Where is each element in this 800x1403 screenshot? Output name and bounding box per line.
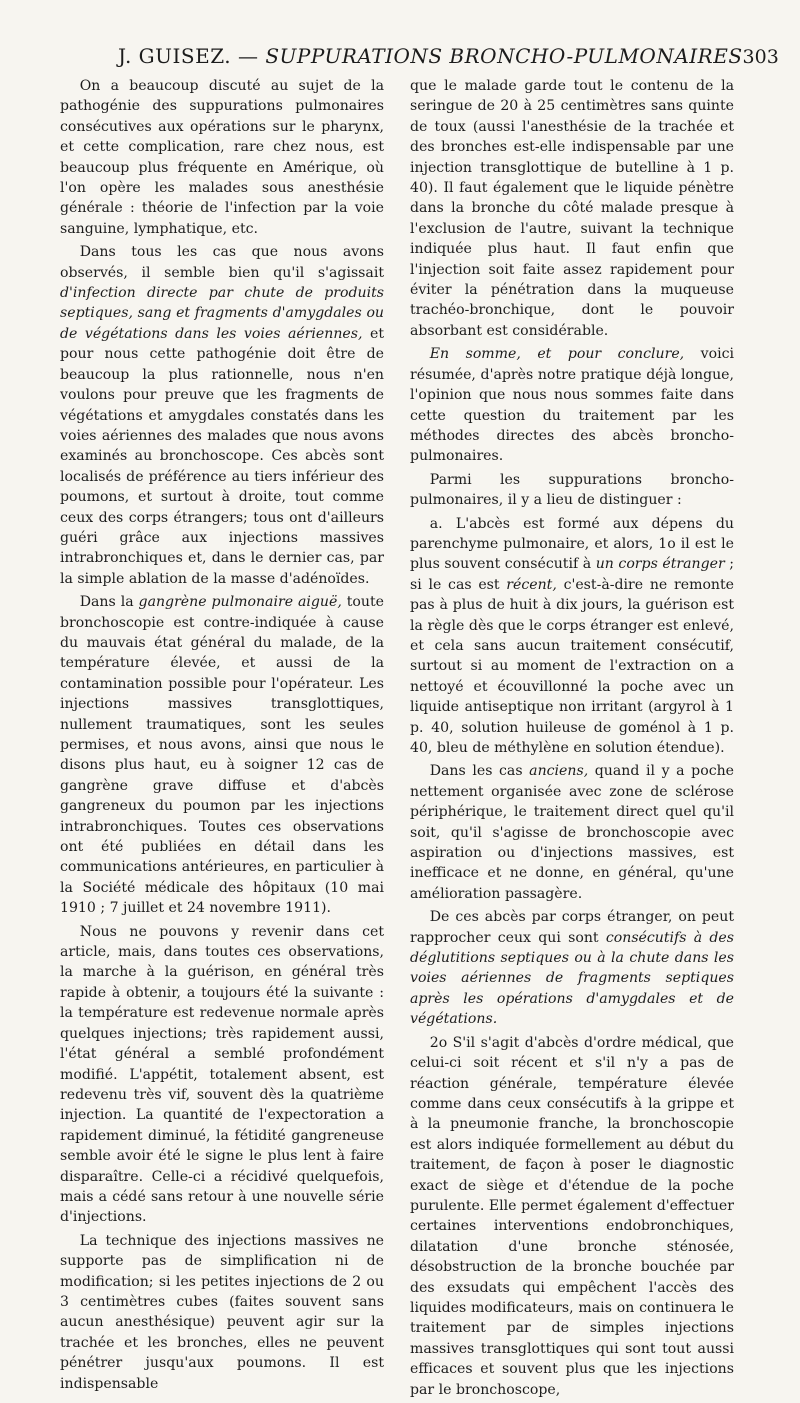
text-run: quand il y a poche nettement organisée avec zone de sclérose périphérique, le traitement direct quel qu'il soit, qu'il s'agisse de bronchoscopie avec aspiration ou d'injections massives, est inefficace et ne donne, en général, qu'une amélioration passagère. [410, 763, 735, 902]
emphasis-text: gangrène pulmonaire aiguë, [138, 594, 342, 611]
paragraph: que le malade garde tout le contenu de la seringue de 20 à 25 centimètres sans quinte de toux (aussi l'anesthésie de la trachée et des bronches est-elle indispensable par une injection transglottique de butelline à 1 p. 40). Il faut également que le liquide pénètre dans la bronche du côté malade presque à l'exclusion de l'autre, suivant la technique indiquée plus haut. Il faut enfin que l'injection soit faite assez rapidement pour éviter la pénétration dans la muqueuse trachéo-bronchique, dont le pouvoir absorbant est considérable. [410, 78, 734, 339]
paragraph: On a beaucoup discuté au sujet de la pathogénie des suppurations pulmonaires consécutives aux opérations sur le pharynx, et cette complication, rare chez nous, est beaucoup plus fréquente en Amérique, où l'on opère les malades sous anesthésie générale : théorie de l'infection par la voie sanguine, lymphatique, etc. [60, 78, 384, 237]
page-number: 303 [742, 46, 779, 68]
text-run: De ces abcès par corps étranger, on peut rapprocher ceux qui sont [410, 909, 734, 946]
paragraph: Nous ne pouvons y revenir dans cet article, mais, dans toutes ces observations, la marche à la guérison, en général très rapide à obtenir, a toujours été la suivante : la température est redevenue normale après quelques injections; très rapidement aussi, l'état général a semblé profondément modifié. L'appétit, totalement absent, est redevenu très vif, souvent dès la quatrième injection. La quantité de l'expectoration a rapidement diminué, la fétidité gangreneuse semble avoir été le signe le plus lent à faire disparaître. Celle-ci a récidivé quelquefois, mais a cédé sans retour à une nouvelle série d'injections. [60, 923, 384, 1226]
emphasis-text: anciens, [529, 763, 589, 780]
text-run: Dans la [79, 594, 139, 611]
paragraph [60, 592, 384, 919]
text-run: c'est-à-dire ne remonte pas à plus de huit à dix jours, la guérison est la règle dès que le corps étranger est enlevé, et cela sans aucun traitement consécutif, surtout si au moment de l'extraction on a nettoyé et écouvillonné la poche avec un liquide antiseptique non irritant (argyrol à 1 p. 40, solution huileuse de goménol à 1 p. 40, bleu de méthylène en solution étendue). [410, 576, 735, 756]
text-run: Dans tous les cas que nous avons observés, il semble bien qu'il s'agissait [60, 244, 384, 281]
paragraph [60, 242, 384, 589]
emphasis-text: récent, [506, 576, 557, 593]
left-column [60, 76, 384, 1397]
header-article-title: SUPPURATIONS BRONCHO-PULMONAIRES [265, 44, 743, 68]
paragraph [410, 344, 734, 466]
paragraph: Parmi les suppurations broncho-pulmonaires, il y a lieu de distinguer : [410, 471, 734, 509]
text-run: a. L'abcès est formé aux dépens du parenchyme pulmonaire, et alors, 1o il est le plus souvent consécutif à [410, 515, 734, 573]
running-header [118, 44, 779, 76]
text-run: toute bronchoscopie est contre-indiquée à cause du mauvais état général du malade, de la température élevée, et aussi de la contamination possible pour l'opérateur. Les injections massives transglottiques, nullement traumatiques, sont les seules permises, et nous avons, ainsi que nous le disons plus haut, eu à soigner 12 cas de gangrène grave diffuse et d'abcès gangreneux du poumon par les injections intrabronchiques. Toutes ces observations ont été publiées en détail dans les communications antérieures, en particulier à la Société médicale des hôpitaux (10 mai 1910 ; 7 juillet et 24 novembre 1911). [60, 594, 384, 917]
text-run: voici résumée, d'après notre pratique déjà longue, l'opinion que nous nous sommes faite dans cette question du traitement par les méthodes directes des abcès broncho-pulmonaires. [410, 346, 735, 465]
paragraph [410, 761, 734, 904]
emphasis-text: d'infection directe par chute de produits septiques, sang et fragments d'amygdales ou de végétations dans les voies aériennes, [60, 285, 384, 342]
right-column [410, 76, 734, 1403]
text-run: ; si le cas est [410, 556, 734, 593]
running-title [118, 44, 743, 68]
header-dash: — [231, 44, 266, 68]
paragraph [410, 514, 734, 759]
emphasis-text: un corps étranger [595, 556, 725, 573]
header-author: J. GUISEZ. [118, 44, 232, 68]
paragraph [410, 907, 734, 1029]
paragraph: La technique des injections massives ne supporte pas de simplification ni de modification; si les petites injections de 2 ou 3 centimètres cubes (faites souvent sans aucun anesthésique) peuvent agir sur la trachée et les bronches, elles ne peuvent pénétrer jusqu'aux poumons. Il est indispensable [60, 1232, 384, 1392]
text-run: Dans les cas [429, 763, 530, 780]
text-run: et pour nous cette pathogénie doit être de beaucoup la plus rationnelle, nous n'en voulons pour preuve que les fragments de végétations et amygdales constatés dans les voies aériennes des malades que nous avons examinés au bronchoscope. Ces abcès sont localisés de préférence au tiers inférieur des poumons, et surtout à droite, tout comme ceux des corps étrangers; tous ont d'ailleurs guéri grâce aux injections massives intrabronchiques et, dans le dernier cas, par la simple ablation de la masse d'adénoïdes. [60, 325, 384, 587]
emphasis-text: consécutifs à des déglutitions septiques ou à la chute dans les voies aériennes de fragments septiques après les opérations d'amygdales et de végétations. [410, 929, 735, 1028]
paragraph: 2o S'il s'agit d'abcès d'ordre médical, que celui-ci soit récent et s'il n'y a pas de réaction générale, température élevée comme dans ceux consécutifs à la grippe et à la pneumonie franche, la bronchoscopie est alors indiquée formellement au début du traitement, de façon à poser le diagnostic exact de siège et d'étendue de la poche purulente. Elle permet également d'effectuer certaines interventions endobronchiques, dilatation d'une bronche sténosée, désobstruction de la bronche bouchée par des exsudats qui empêchent l'accès des liquides modificateurs, mais on continuera le traitement par de simples injections massives transglottiques qui sont tout aussi efficaces et souvent plus que les injections par le bronchoscope, [410, 1034, 734, 1398]
emphasis-text: En somme, et pour conclure, [429, 346, 685, 363]
